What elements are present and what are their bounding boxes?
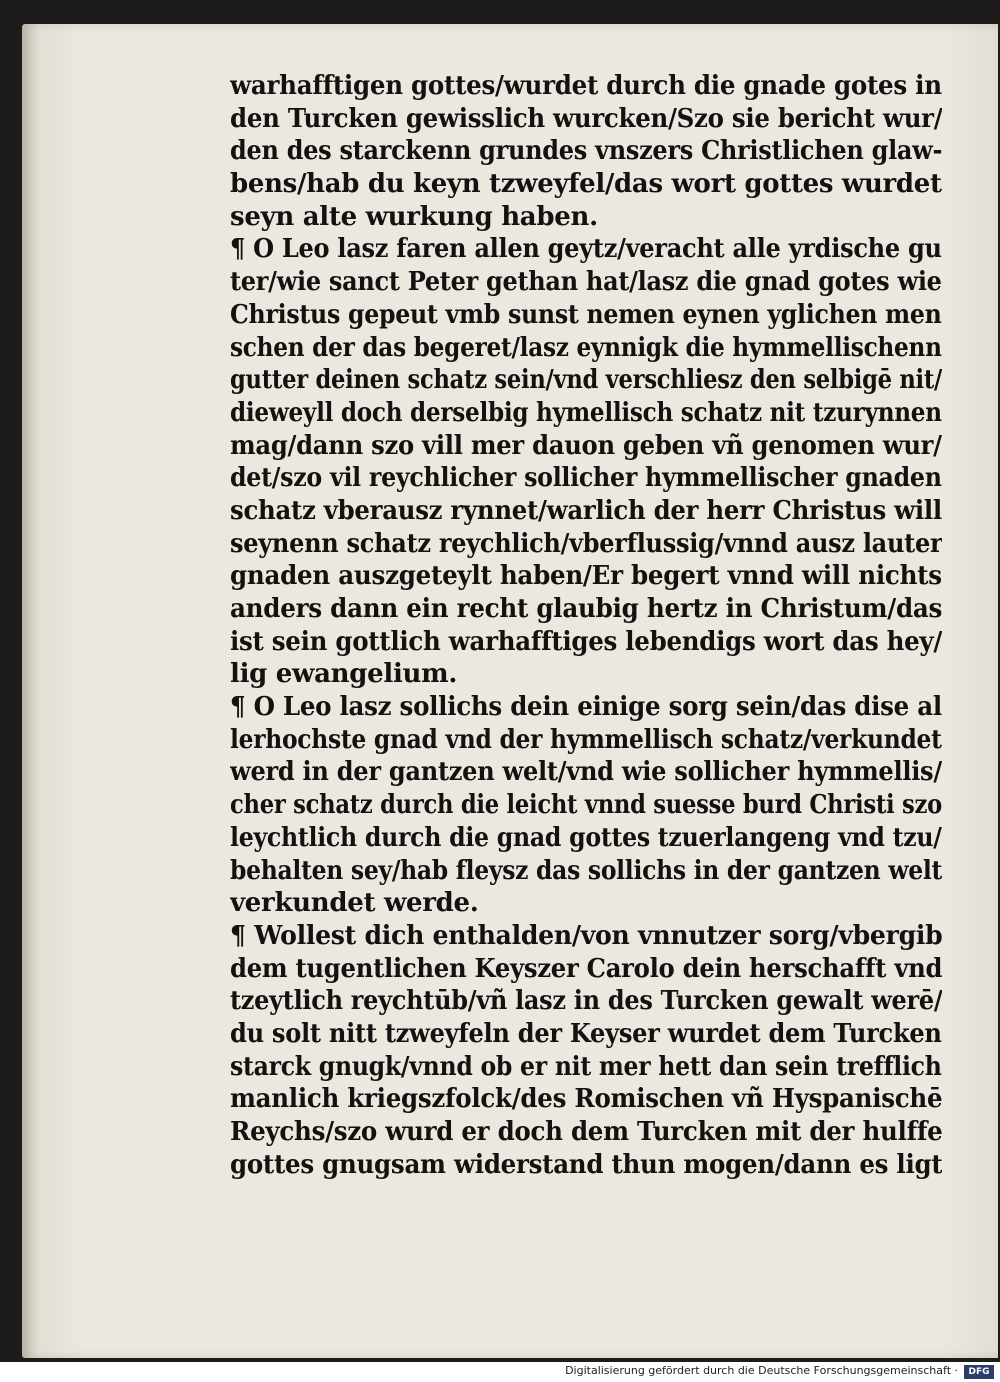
text-line: lig ewangelium. <box>230 659 458 690</box>
text-line: seynenn schatz reychlich/vberflussig/vnnd ausz lauter <box>230 528 942 559</box>
text-line: behalten sey/hab fleysz das sollichs in der gantzen welt <box>230 855 942 886</box>
text-line: leychtlich durch die gnad gottes tzuerlangeng vnd tzu/ <box>230 822 942 853</box>
text-line: werd in der gantzen welt/vnd wie sollicher hymmellis/ <box>230 757 942 788</box>
text-line: Christus gepeut vmb sunst nemen eynen yglichen men <box>230 299 942 330</box>
text-line: dem tugentlichen Keyszer Carolo dein herschafft vnd <box>230 953 942 984</box>
text-line: lerhochste gnad vnd der hymmellisch schatz/verkundet <box>230 724 942 755</box>
text-line: ¶ O Leo lasz sollichs dein einige sorg sein/das dise al <box>230 692 942 723</box>
dfg-logo: DFG <box>964 1365 994 1379</box>
text-line: cher schatz durch die leicht vnnd suesse burd Christi szo <box>230 790 942 821</box>
text-line: ¶ Wollest dich enthalden/von vnnutzer sorg/vbergib <box>230 920 942 951</box>
text-line: det/szo vil reychlicher sollicher hymmellischer gnaden <box>230 463 942 494</box>
text-line: du solt nitt tzweyfeln der Keyser wurdet dem Turcken <box>230 1018 942 1049</box>
text-line: seyn alte wurkung haben. <box>230 201 598 232</box>
text-line: anders dann ein recht glaubig hertz in Christum/das <box>230 594 942 624</box>
text-line: ¶ O Leo lasz faren allen geytz/veracht alle yrdische gu <box>230 234 942 265</box>
text-line: ist sein gottlich warhafftiges lebendigs wort das hey/ <box>230 626 942 657</box>
text-line: dieweyll doch derselbig hymellisch schatz nit tzurynnen <box>230 397 942 428</box>
text-line: schen der das begeret/lasz eynnigk die hymmellischenn <box>230 332 942 363</box>
text-line: warhafftigen gottes/wurdet durch die gnade gotes in <box>230 71 942 101</box>
text-line: verkundet werde. <box>230 888 479 919</box>
funding-credit: Digitalisierung gefördert durch die Deutsche Forschungsgemeinschaft · <box>565 1364 958 1377</box>
text-line: tzeytlich reychtūb/vñ lasz in des Turcken gewalt werē/ <box>230 986 942 1017</box>
text-line: schatz vberausz rynnet/warlich der herr Christus will <box>230 495 942 526</box>
text-line: gnaden auszgeteylt haben/Er begert vnnd will nichts <box>230 561 942 592</box>
text-line: ter/wie sanct Peter gethan hat/lasz die gnad gotes wie <box>230 267 942 298</box>
text-line: den Turcken gewisslich wurcken/Szo sie bericht wur/ <box>230 103 942 134</box>
text-line: gutter deinen schatz sein/vnd verschliesz den selbigē nit/ <box>230 365 942 396</box>
text-line: gottes gnugsam widerstand thun mogen/dann es ligt <box>230 1149 942 1180</box>
text-line: bens/hab du keyn tzweyfel/das wort gottes wurdet <box>230 169 942 200</box>
footer-bar <box>0 1362 1000 1382</box>
text-line: mag/dann szo vill mer dauon geben vñ genomen wur/ <box>230 430 942 461</box>
text-line: starck gnugk/vnnd ob er nit mer hett dan sein trefflich <box>230 1051 942 1082</box>
text-line: Reychs/szo wurd er doch dem Turcken mit der hulffe <box>230 1117 942 1147</box>
text-line: den des starckenn grundes vnszers Christlichen glaw- <box>230 136 942 167</box>
text-line: manlich kriegszfolck/des Romischen vñ Hyspanischē <box>230 1084 942 1115</box>
page-text <box>230 70 942 1181</box>
